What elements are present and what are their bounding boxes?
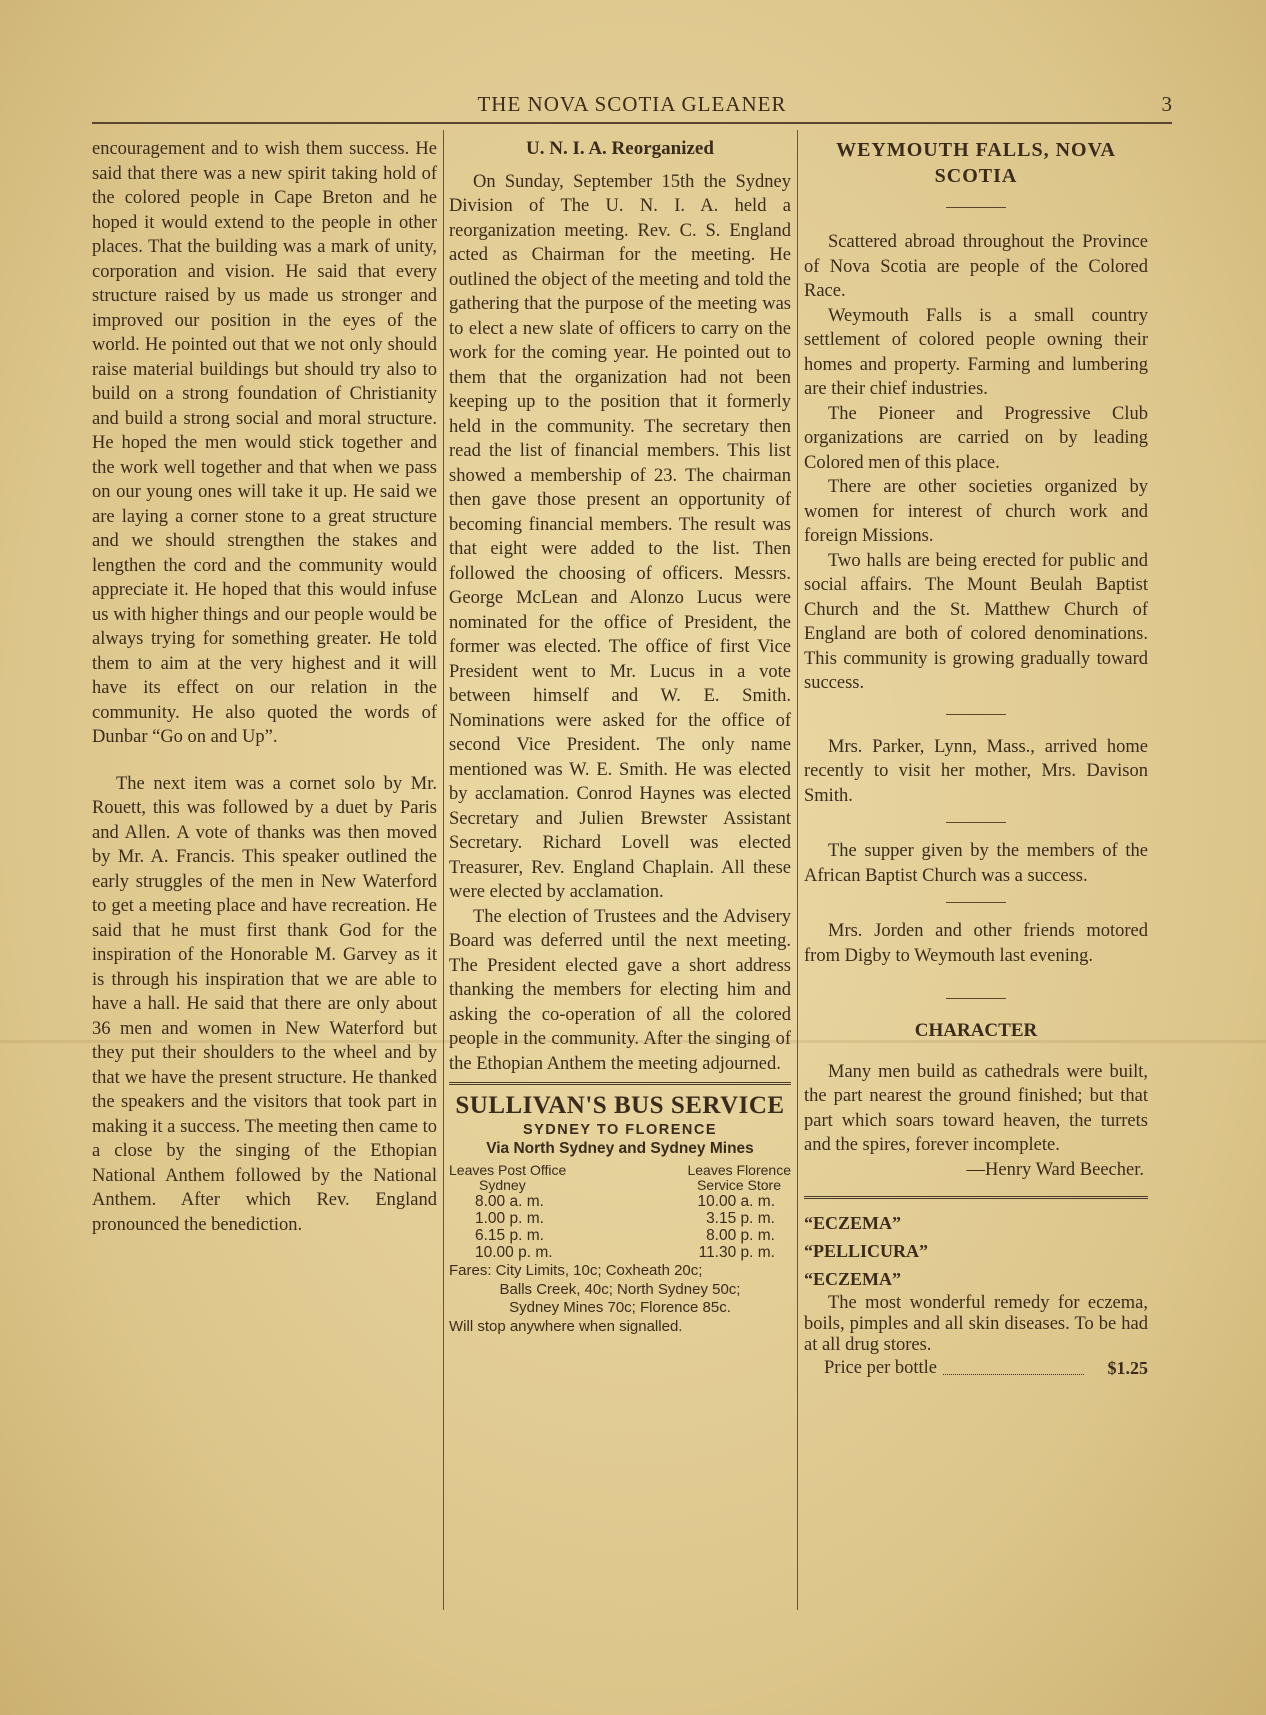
departure-time: 3.15 p. m. xyxy=(706,1210,775,1227)
divider xyxy=(946,902,1006,903)
ad-headline: “ECZEMA” xyxy=(804,1213,902,1233)
departure-time: 10.00 a. m. xyxy=(697,1193,775,1210)
fares-line: Balls Creek, 40c; North Sydney 50c; xyxy=(499,1280,741,1298)
column-left xyxy=(92,137,437,1237)
social-note: The supper given by the members of the African Baptist Church was a success. xyxy=(804,841,1148,886)
article-paragraph: The Pioneer and Progressive Club organizations are carried on by leading Colored men of this place. xyxy=(804,403,1148,473)
quote-author: —Henry Ward Beecher. xyxy=(966,1159,1144,1180)
departure-time: 8.00 p. m. xyxy=(706,1227,775,1244)
departure-time: 10.00 p. m. xyxy=(475,1244,553,1261)
article-paragraph: The next item was a cornet solo by Mr. Rouett, this was followed by a duet by Paris and Allen. A vote of thanks was then moved by Mr. A. Francis. This speaker outlined the early struggles of the men in New Waterford to get a meeting place and have recreation. He said that he must first thank God for the inspiration of the Honorable M. Garvey as it is through his inspiration that we are able to have a hall. He said that there are only about 36 men and women in New Waterford but they put their shoulders to the wheel and by that we have the present structure. He thanked the speakers and the visitors that took part in making it a success. The meeting then came to a close by the singing of the Ethopian National Anthem followed by the National Anthem. After which Rev. England pronounced the benediction. xyxy=(92,773,437,1235)
schedule-left-sub: Sydney xyxy=(479,1177,526,1193)
ad-note: Will stop anywhere when signalled. xyxy=(449,1317,683,1335)
divider xyxy=(804,1196,1148,1199)
schedule-left-header: Leaves Post Office xyxy=(449,1162,567,1178)
column-right xyxy=(804,137,1148,1381)
article-continued-text: encouragement and to wish them success. He said that there was a new spirit taking hold of the colored people in Cape Breton and he hoped it would extend to the people in other places. That the building was a mark of unity, corporation and vision. He said that every structure raised by us made us stronger and improved our position in the eyes of the world. He pointed out that we not only should raise material buildings but should try also to build on a strong foundation of Christianity and build a strong social and moral structure. He hoped the men would stick together and the work well together and that when we pass on our young ones will take it up. He said we are laying a corner stone to a great structure and we should strengthen the stakes and lengthen the cord and the community would appreciate it. He hoped that this would infuse us with higher things and our people would be always trying for something greater. He told them to aim at the very highest and it will have its effect on our relation in the community. He also quoted the words of Dunbar “Go on and Up”. xyxy=(92,139,437,747)
social-note: Mrs. Parker, Lynn, Mass., arrived home recently to visit her mother, Mrs. Davison Smith. xyxy=(804,736,1148,806)
divider xyxy=(946,714,1006,715)
article-paragraph: Two halls are being erected for public and social affairs. The Mount Beulah Baptist Church and the St. Matthew Church of England are both of colored denominations. This community is growing gradually toward success. xyxy=(804,550,1148,693)
bus-service-ad xyxy=(449,1082,791,1335)
newspaper-title: THE NOVA SCOTIA GLEANER xyxy=(477,92,787,116)
price-leader xyxy=(943,1356,1083,1375)
divider xyxy=(946,998,1006,999)
departure-time: 1.00 p. m. xyxy=(475,1210,544,1227)
column-rule xyxy=(443,130,444,1610)
social-note: Mrs. Jorden and other friends motored from Digby to Weymouth last evening. xyxy=(804,921,1148,966)
bus-schedule xyxy=(449,1163,791,1261)
column-rule xyxy=(797,130,798,1610)
departure-time: 11.30 p. m. xyxy=(698,1244,775,1261)
quote-text: Many men build as cathedrals were built, the part nearest the ground finished; but that part which soars toward heaven, the turrets and the spires, forever incomplete. xyxy=(804,1061,1148,1155)
masthead xyxy=(92,92,1172,124)
heading-line: WEYMOUTH FALLS, NOVA xyxy=(836,139,1116,161)
article-heading: U. N. I. A. Reorganized xyxy=(526,138,714,159)
price-line xyxy=(804,1356,1148,1381)
article-paragraph: Scattered abroad throughout the Province of Nova Scotia are people of the Colored Race. xyxy=(804,232,1148,301)
schedule-right-sub: Service Store xyxy=(696,1177,781,1193)
article-heading xyxy=(804,137,1148,189)
ad-headline: “PELLICURA” xyxy=(804,1241,929,1261)
character-heading: CHARACTER xyxy=(914,1020,1038,1041)
ad-route: SYDNEY TO FLORENCE xyxy=(522,1122,718,1138)
heading-line: SCOTIA xyxy=(934,165,1018,187)
article-paragraph: There are other societies organized by women for interest of church work and foreign Missions. xyxy=(804,477,1148,546)
column-middle xyxy=(449,137,791,1335)
fares-line: Sydney Mines 70c; Florence 85c. xyxy=(509,1299,731,1316)
page-number: 3 xyxy=(1161,92,1172,116)
divider xyxy=(946,822,1006,823)
article-paragraph: On Sunday, September 15th the Sydney Division of The U. N. I. A. held a reorganization meeting. Rev. C. S. England acted as Chairman for the meeting. He outlined the object of the meeting and told the gathering that the purpose of the meeting was to elect a new slate of officers to carry on the work for the coming year. He pointed out to them that the organization had not been keeping up to the position that it formerly held in the community. The secretary then read the list of financial members. This list showed a membership of 23. The chairman then gave those present an opportunity of becoming financial members. The result was that eight were added to the list. Then followed the choosing of officers. Messrs. George McLean and Alonzo Lucus were nominated for the office of President, the former was elected. The office of first Vice President went to Mr. Lucus in a vote between himself and W. E. Smith. Nominations were asked for the office of second Vice President. The only name mentioned was W. E. Smith. He was elected by acclamation. Conrod Haynes was elected Secretary and Julien Brewster Assistant Secretary. Richard Lovell was elected Treasurer, Rev. England Chaplain. All these were elected by acclamation. xyxy=(449,171,791,902)
divider xyxy=(946,207,1006,208)
departure-time: 8.00 a. m. xyxy=(475,1193,544,1210)
ad-text: The most wonderful remedy for eczema, boils, pimples and all skin diseases. To be had at all drug stores. xyxy=(804,1293,1148,1355)
departure-time: 6.15 p. m. xyxy=(475,1227,544,1244)
fares-line: Fares: City Limits, 10c; Coxheath 20c; xyxy=(449,1262,703,1279)
schedule-right-header: Leaves Florence xyxy=(687,1162,791,1178)
price-value: $1.25 xyxy=(1107,1358,1148,1378)
article-paragraph: The election of Trustees and the Advisery Board was deferred until the next meeting. The President elected gave a short address thanking the members for electing him and asking the co-operation of all the colored people in the community. After the singing of the Ethopian Anthem the meeting adjourned. xyxy=(449,906,791,1074)
price-label: Price per bottle xyxy=(824,1358,938,1378)
ad-title: SULLIVAN'S BUS SERVICE xyxy=(455,1092,785,1119)
ad-headline: “ECZEMA” xyxy=(804,1269,902,1289)
ad-via: Via North Sydney and Sydney Mines xyxy=(486,1140,754,1157)
article-paragraph: Weymouth Falls is a small country settlement of colored people owning their homes and property. Farming and lumbering are their chief industries. xyxy=(804,305,1148,399)
